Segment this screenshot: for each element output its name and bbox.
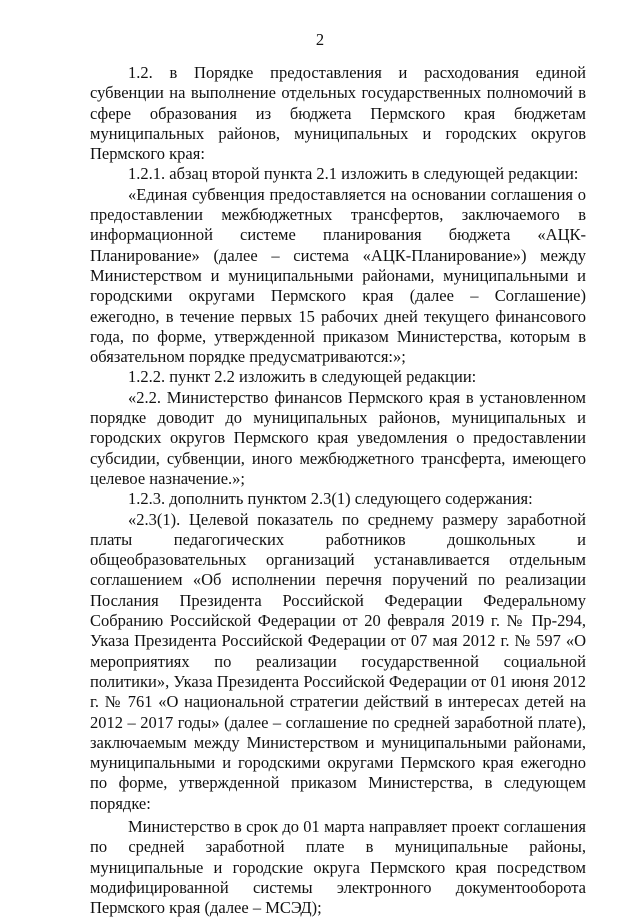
paragraph-quote-2-3-1: «2.3(1). Целевой показатель по среднему размеру заработной платы педагогических работников дошкольных и общеобразовательных организаций устанавливается отдельным соглашением «Об исполнении перечня поручений по реализации Послания Президента Российской Федерации Федеральному Собранию Российской Федерации от 20 февраля 2019 г. № Пр-294, Указа Президента Российской Федерации от 07 мая 2012 г. № 597 «О мероприятиях по реализации государственной социальной политики», Указа Президента Российской Федерации от 01 июня 2012 г. № 761 «О национальной стратегии действий в интересах детей на 2012 – 2017 годы» (далее – соглашение по средней заработной плате), заключаемым между Министерством и муниципальными районами, муниципальными и городскими округами Пермского края ежегодно по форме, утвержденной приказом Министерства, в следующем порядке: [90, 509, 586, 813]
paragraph-quote-2-2: «2.2. Министерство финансов Пермского края в установленном порядке доводит до муниципальных районов, муниципальных и городских округов Пермского края уведомления о предоставлении субсидии, субвенции, иного межбюджетного трансферта, имеющего целевое назначение.»; [90, 387, 586, 488]
paragraph-1-2-1: 1.2.1. абзац второй пункта 2.1 изложить в следующей редакции: [128, 164, 579, 184]
paragraph-quote-2-1: «Единая субвенция предоставляется на основании соглашения о предоставлении межбюджетных трансфертов, заключаемого в информационной системе планирования бюджета «АЦК-Планирование» (далее – система «АЦК-Планирование») между Министерством и муниципальными районами, муниципальными и городскими округами Пермского края (далее – Соглашение) ежегодно, в течение первых 15 рабочих дней текущего финансового года, по форме, утвержденной приказом Министерства, которым в обязательном порядке предусматриваются:»; [90, 184, 586, 367]
page-number: 2 [315, 30, 325, 49]
document-body [90, 63, 586, 918]
paragraph-1-2: 1.2. в Порядке предоставления и расходования единой субвенции на выполнение отдельных государственных полномочий в сфере образования из бюджета Пермского края бюджетам муниципальных районов, муниципальных и городских округов Пермского края: [90, 63, 586, 164]
paragraph-ministry-deadline: Министерство в срок до 01 марта направляет проект соглашения по средней заработной плате в муниципальные районы, муниципальные и городские округа Пермского края посредством модифицированной системы электронного документооборота Пермского края (далее – МСЭД); [90, 816, 586, 918]
paragraph-1-2-3: 1.2.3. дополнить пунктом 2.3(1) следующего содержания: [128, 489, 533, 509]
paragraph-1-2-2: 1.2.2. пункт 2.2 изложить в следующей редакции: [128, 367, 477, 387]
